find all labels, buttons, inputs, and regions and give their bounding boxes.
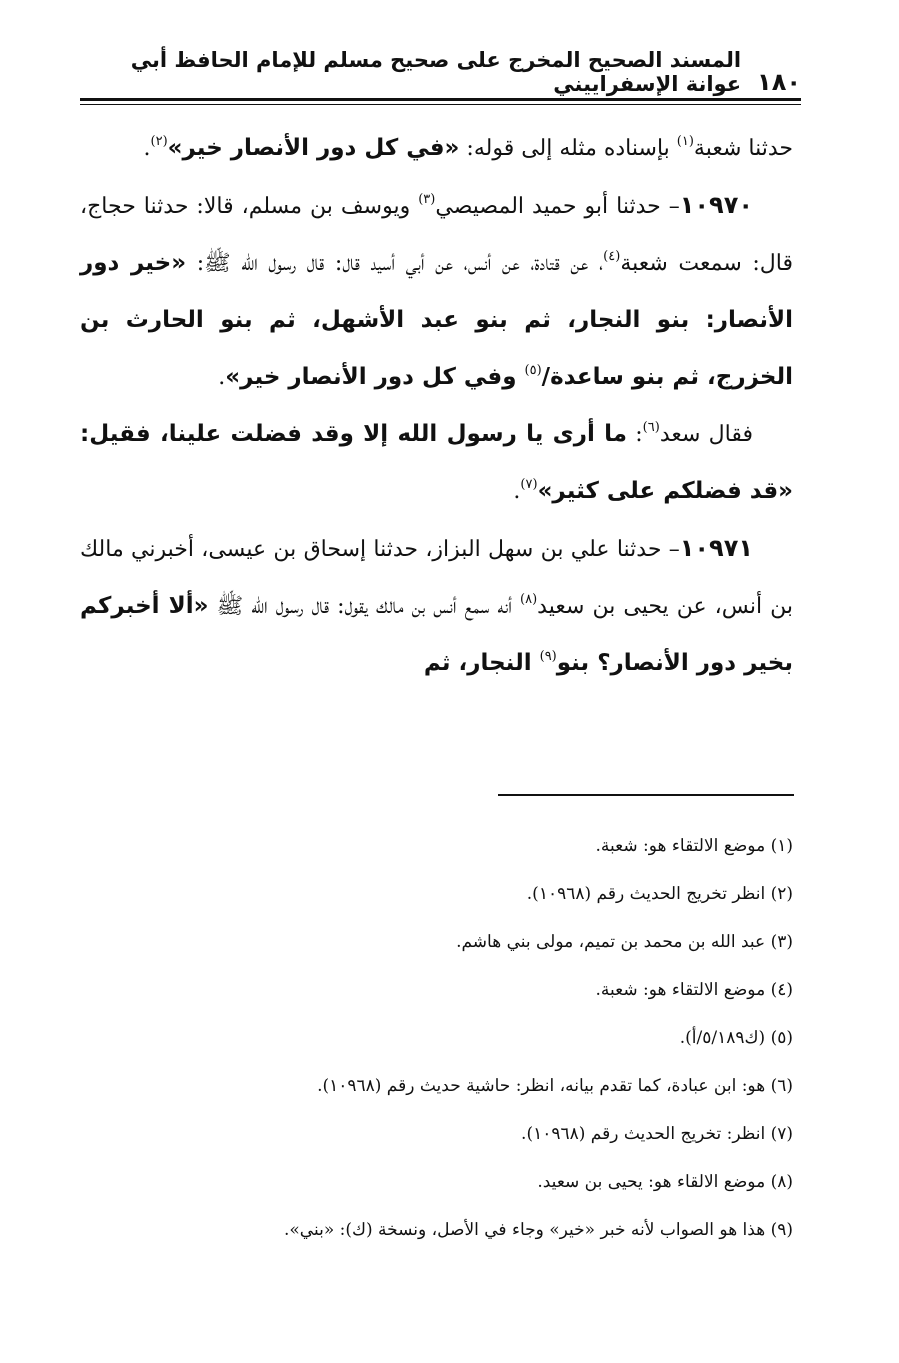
text-run: أنه سمع أنس بن مالك يقول: قال رسول الله ﷺ [208, 594, 521, 619]
footnote-6: (٦) هو: ابن عبادة، كما تقدم بيانه، انظر: حاشية حديث رقم (١٠٩٦٨). [317, 1076, 793, 1096]
footnote-5: (٥) (ك٥/١٨٩/أ). [679, 1028, 793, 1048]
hadith-quote: «في كل دور الأنصار خير» [167, 135, 460, 161]
text-run: : [627, 422, 643, 447]
hadith-quote: وفي كل دور الأنصار خير» [225, 364, 525, 390]
footnote-9: (٩) هذا هو الصواب لأنه خبر «خير» وجاء في الأصل، ونسخة (ك): «بني». [284, 1220, 793, 1240]
text-run: فقال سعد [659, 422, 753, 447]
footnote-4: (٤) موضع الالتقاء هو: شعبة. [595, 980, 793, 1000]
footnote-ref: (٧) [520, 477, 538, 492]
hadith-quote: النجار، ثم [423, 650, 540, 676]
footnote-ref: (٨) [520, 592, 538, 607]
footnote-ref: (١) [676, 134, 694, 149]
paragraph-4 [80, 520, 793, 692]
footnotes [120, 822, 793, 1254]
footnote-ref: (٥) [524, 363, 542, 378]
text-run: – حدثنا علي بن سهل البزاز، حدثنا إسحاق بن عيسى، أخبرني مالك بن أنس، عن يحيى بن سعيد [80, 537, 793, 619]
footnote-7: (٧) انظر: تخريج الحديث رقم (١٠٩٦٨). [521, 1124, 793, 1144]
text-run: بإسناده مثله إلى قوله: [459, 136, 677, 161]
text-run: . [513, 479, 521, 504]
footnote-ref: (٩) [539, 649, 557, 664]
footnote-8: (٨) موضع الالقاء هو: يحيى بن سعيد. [537, 1172, 793, 1192]
paragraph-1 [80, 120, 793, 177]
hadith-quote: ما أرى يا رسول الله إلا وقد فضلت علينا، فقيل: «قد فضلكم على كثير» [80, 421, 793, 504]
hadith-number: ١٠٩٧١ [679, 534, 753, 562]
hadith-quote: «خير دور الأنصار: بنو النجار، ثم بنو عبد الأشهل، ثم بنو الحارث بن الخزرج، ثم بنو ساعدة/ [80, 250, 793, 390]
main-text [80, 120, 793, 692]
footnote-ref: (٤) [603, 249, 621, 264]
paragraph-2 [80, 177, 793, 406]
footnote-separator [498, 794, 794, 796]
page-number: ١٨٠ [757, 68, 801, 96]
book-title: المسند الصحيح المخرج على صحيح مسلم للإمام الحافظ أبي عوانة الإسفراييني [130, 48, 742, 96]
footnote-1: (١) موضع الالتقاء هو: شعبة. [595, 836, 793, 856]
text-run: ويوسف بن مسلم، قالا: حدثنا حجاج، قال: سمعت شعبة [80, 194, 793, 276]
text-run: . [143, 136, 151, 161]
footnote-ref: (٣) [418, 192, 436, 207]
text-run: ، عن قتادة، عن أنس، عن أبي أسيد قال: قال رسول الله ﷺ: [186, 251, 604, 276]
footnote-ref: (٢) [150, 134, 168, 149]
hadith-quote: «ألا أخبركم بخير دور الأنصار؟ بنو [80, 593, 793, 676]
footnote-3: (٣) عبد الله بن محمد بن تميم، مولى بني هاشم. [456, 932, 793, 952]
footnote-2: (٢) انظر تخريج الحديث رقم (١٠٩٦٨). [526, 884, 793, 904]
text-run: – حدثنا أبو حميد المصيصي [435, 194, 680, 219]
footnote-ref: (٦) [642, 420, 660, 435]
header-rule-thin [80, 104, 801, 105]
text-run: حدثنا شعبة [693, 136, 793, 161]
paragraph-3 [80, 406, 793, 520]
header-rule-thick [80, 98, 801, 101]
hadith-number: ١٠٩٧٠ [679, 191, 753, 219]
running-header [80, 48, 801, 96]
text-run: . [218, 365, 226, 390]
